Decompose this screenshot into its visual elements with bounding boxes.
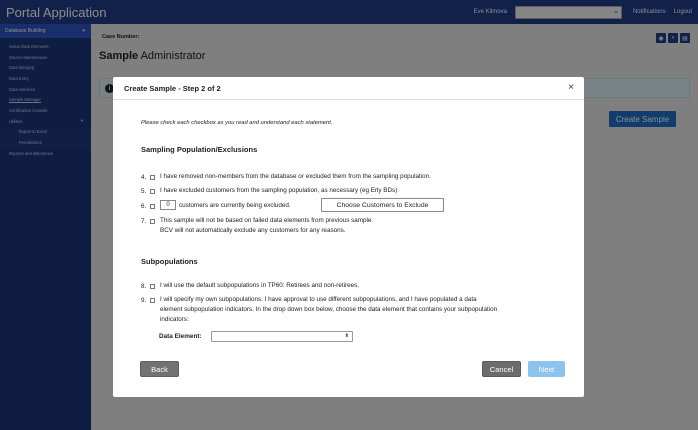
search-icon[interactable]: ⌕ bbox=[668, 33, 678, 43]
checkbox-item-7[interactable] bbox=[150, 219, 155, 224]
info-icon: i bbox=[105, 84, 114, 93]
checklist-item-4: 4. I have removed non-members from the database or excluded them from the sampling population. bbox=[141, 173, 431, 181]
create-sample-button[interactable]: Create Sample bbox=[609, 111, 676, 127]
checklist-item-7: 7. This sample will not be based on failed data elements from previous sample. BCV will not automatically exclude any customers for any reasons. bbox=[141, 217, 374, 234]
sidebar-item-data-merging[interactable]: Data Merging bbox=[9, 65, 35, 71]
sidebar-item-export-to-excel[interactable]: Export to Excel bbox=[19, 129, 48, 135]
data-element-label: Data Element: bbox=[159, 333, 202, 340]
sidebar-item-utilities[interactable]: Utilities ▾ bbox=[9, 118, 83, 124]
checklist-item-8: 8. I will use the default subpopulations in TP60: Retirees and non-retirees. bbox=[141, 282, 360, 290]
notifications-link[interactable]: Notifications bbox=[632, 9, 666, 15]
checkbox-item-9[interactable] bbox=[150, 298, 155, 303]
sidebar-item-data-services[interactable]: Data Services bbox=[9, 86, 36, 92]
checklist-item-9: 9. I will specify my own subpopulations. I have approval to use different subpopulations, and I have populated a data element subpopulation indicators. In the drop down box below, choose the data element that contains your subpopulation indicators: bbox=[141, 296, 498, 323]
sidebar-item-certification-console[interactable]: Certification Console bbox=[9, 107, 48, 113]
app-title: Portal Application bbox=[6, 4, 107, 20]
checkbox-item-8[interactable] bbox=[150, 284, 155, 289]
data-element-select[interactable] bbox=[211, 331, 353, 342]
modal-title: Create Sample - Step 2 of 2 bbox=[124, 83, 221, 93]
logout-link[interactable]: Logout bbox=[673, 9, 692, 15]
sidebar-item-data-entry[interactable]: Data Entry bbox=[9, 75, 29, 81]
checkbox-item-4[interactable] bbox=[150, 175, 155, 180]
modal-header bbox=[113, 77, 584, 100]
section-title-subpopulations: Subpopulations bbox=[141, 257, 198, 266]
checklist-item-6: 6. 0 customers are currently being excluded. bbox=[141, 202, 291, 210]
close-icon[interactable]: × bbox=[568, 82, 574, 93]
choose-customers-to-exclude-button[interactable]: Choose Customers to Exclude bbox=[321, 198, 444, 212]
chevron-down-icon: ⌄ bbox=[613, 7, 619, 15]
triangle-down-icon: ▾ bbox=[80, 118, 83, 124]
chevron-updown-icon: ⬍ bbox=[344, 333, 349, 339]
sidebar-item-source-maintenance[interactable]: Source Maintenance bbox=[9, 54, 48, 60]
sidebar-item-permissions[interactable]: Permissions bbox=[19, 140, 42, 146]
triangle-down-icon: ▾ bbox=[82, 28, 85, 34]
sidebar-item-sample-manager[interactable]: Sample Manager bbox=[9, 97, 41, 103]
back-button[interactable]: Back bbox=[140, 361, 179, 377]
user-name: Eve Klimova bbox=[473, 9, 507, 15]
section-title-sampling: Sampling Population/Exclusions bbox=[141, 145, 258, 154]
sidebar-item-reports-and-milestones[interactable]: Reports and Milestones bbox=[9, 150, 53, 156]
cancel-button[interactable]: Cancel bbox=[482, 361, 521, 377]
checkbox-item-5[interactable] bbox=[150, 189, 155, 194]
page-title: Sample Administrator bbox=[99, 50, 206, 62]
sidebar-item-setup-data-elements[interactable]: Setup Data Elements bbox=[9, 43, 49, 49]
checkbox-item-6[interactable] bbox=[150, 204, 155, 209]
eye-icon[interactable]: ◉ bbox=[656, 33, 666, 43]
checklist-item-5: 5. I have excluded customers from the sampling population, as necessary (eg Erly BDs) bbox=[141, 187, 398, 195]
case-number-label: Case Number: bbox=[102, 34, 140, 40]
excluded-count: 0 bbox=[160, 200, 176, 210]
modal-intro: Please check each checkbox as you read and understand each statement. bbox=[141, 120, 333, 126]
next-button[interactable]: Next bbox=[528, 361, 565, 377]
sidebar-header-label: Database Building bbox=[5, 28, 46, 34]
create-sample-modal bbox=[113, 77, 584, 397]
print-icon[interactable]: ▤ bbox=[680, 33, 690, 43]
